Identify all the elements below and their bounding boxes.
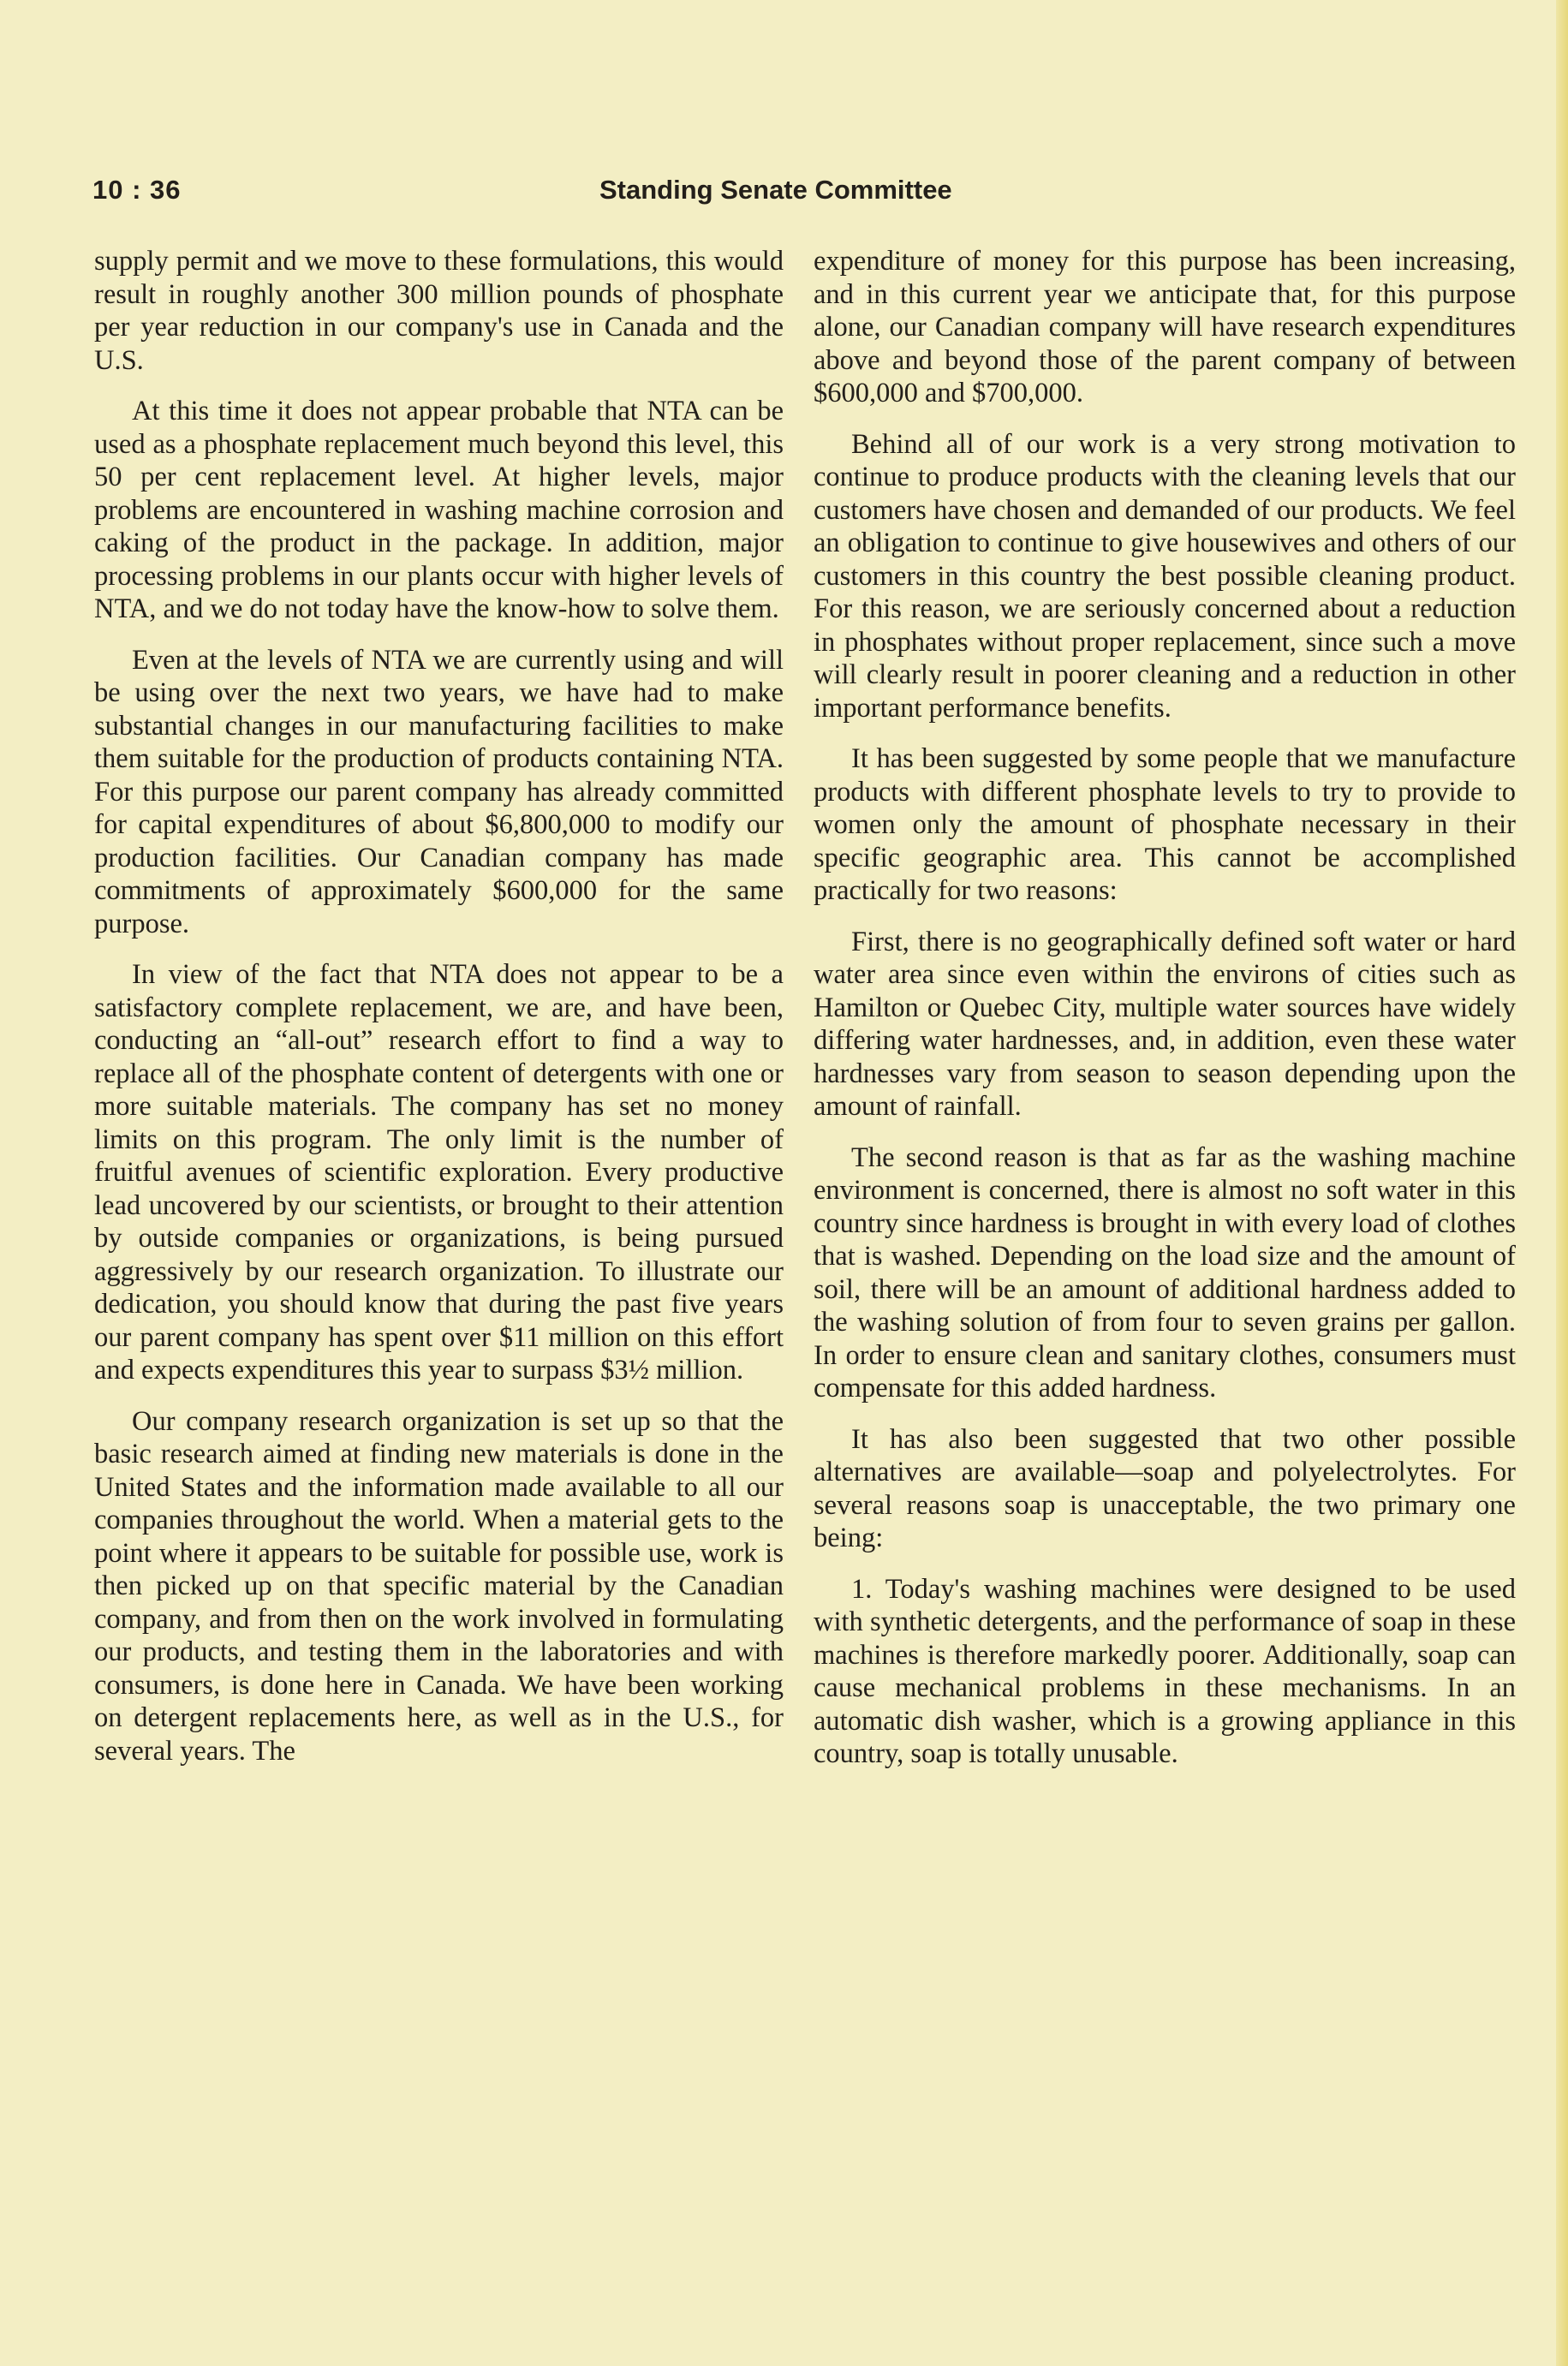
page-number: 10 : 36 xyxy=(92,175,182,205)
paragraph: It has been suggested by some people that we manufacture products with different phosphate levels to try to provide to women only the amount of phosphate necessary in their specific geographic area. This cannot be accomplished practically for two reasons: xyxy=(814,743,1516,906)
paragraph: Even at the levels of NTA we are currently using and will be using over the next two years, we have had to make substantial changes in our manufacturing facilities to make them suitable for the production of products containing NTA. For this purpose our parent company has already committed for capital expenditures of about $6,800,000 to modify our production facilities. Our Canadian company has made commitments of approximately $600,000 for the same purpose. xyxy=(94,644,784,939)
running-title: Standing Senate Committee xyxy=(599,175,952,205)
paragraph: 1. Today's washing machines were designed to be used with synthetic detergents, and the performance of soap in these machines is therefore markedly poorer. Additionally, soap can cause mechanical problems in these mechanisms. In an automatic dish washer, which is a growing appliance in this country, soap is totally unusable. xyxy=(814,1573,1516,1769)
paragraph: At this time it does not appear probable that NTA can be used as a phosphate replacement much beyond this level, this 50 per cent replacement level. At higher levels, major problems are encountered in washing machine corrosion and caking of the product in the package. In addition, major processing problems in our plants occur with higher levels of NTA, and we do not today have the know-how to solve them. xyxy=(94,396,784,624)
paragraph: It has also been suggested that two other possible alternatives are available—soap and polyelectrolytes. For several reasons soap is unacceptable, the two primary one being: xyxy=(814,1423,1516,1553)
page-edge xyxy=(1556,0,1568,2366)
paragraph: First, there is no geographically defined soft water or hard water area since even within the environs of cities such as Hamilton or Quebec City, multiple water sources have widely differing water hardnesses, and, in addition, even these water hardnesses vary from season to season depending upon the amount of rainfall. xyxy=(814,926,1516,1122)
paragraph: In view of the fact that NTA does not appear to be a satisfactory complete replacement, we are, and have been, conducting an “all-out” research effort to find a way to replace all of the phosphate content of detergents with one or more suitable materials. The company has set no money limits on this program. The only limit is the number of fruitful avenues of scientific exploration. Every productive lead uncovered by our scientists, or brought to their attention by outside companies or organizations, is being pursued aggressively by our research organization. To illustrate our dedication, you should know that during the past five years our parent company has spent over $11 million on this effort and expects expenditures this year to surpass $3½ million. xyxy=(94,959,784,1386)
paragraph: Our company research organization is set up so that the basic research aimed at finding new materials is done in the United States and the information made available to all our companies throughout the world. When a material gets to the point where it appears to be suitable for possible use, work is then picked up on that specific material by the Canadian company, and from then on the work involved in formulating our products, and testing them in the laboratories and with consumers, is done here in Canada. We have been working on detergent replacements here, as well as in the U.S., for several years. The xyxy=(94,1405,784,1767)
paragraph: expenditure of money for this purpose has been increasing, and in this current year we anticipate that, for this purpose alone, our Canadian company will have research expenditures above and beyond those of the parent company of between $600,000 and $700,000. xyxy=(814,246,1516,408)
paragraph: Behind all of our work is a very strong motivation to continue to produce products with the cleaning levels that our customers have chosen and demanded of our products. We feel an obligation to continue to give housewives and others of our customers in this country the best possible cleaning product. For this reason, we are seriously concerned about a reduction in phosphates without proper replacement, since such a move will clearly result in poorer cleaning and a reduction in other important performance benefits. xyxy=(814,428,1516,724)
right-column xyxy=(814,245,1516,1789)
paragraph: The second reason is that as far as the washing machine environment is concerned, there is almost no soft water in this country since hardness is brought in with every load of clothes that is washed. Depending on the load size and the amount of soil, there will be an amount of additional hardness added to the washing solution of from four to seven grains per gallon. In order to ensure clean and sanitary clothes, consumers must compensate for this added hardness. xyxy=(814,1141,1516,1404)
left-column xyxy=(94,245,784,1785)
paragraph: supply permit and we move to these formulations, this would result in roughly another 300 million pounds of phosphate per year reduction in our company's use in Canada and the U.S. xyxy=(94,246,784,376)
